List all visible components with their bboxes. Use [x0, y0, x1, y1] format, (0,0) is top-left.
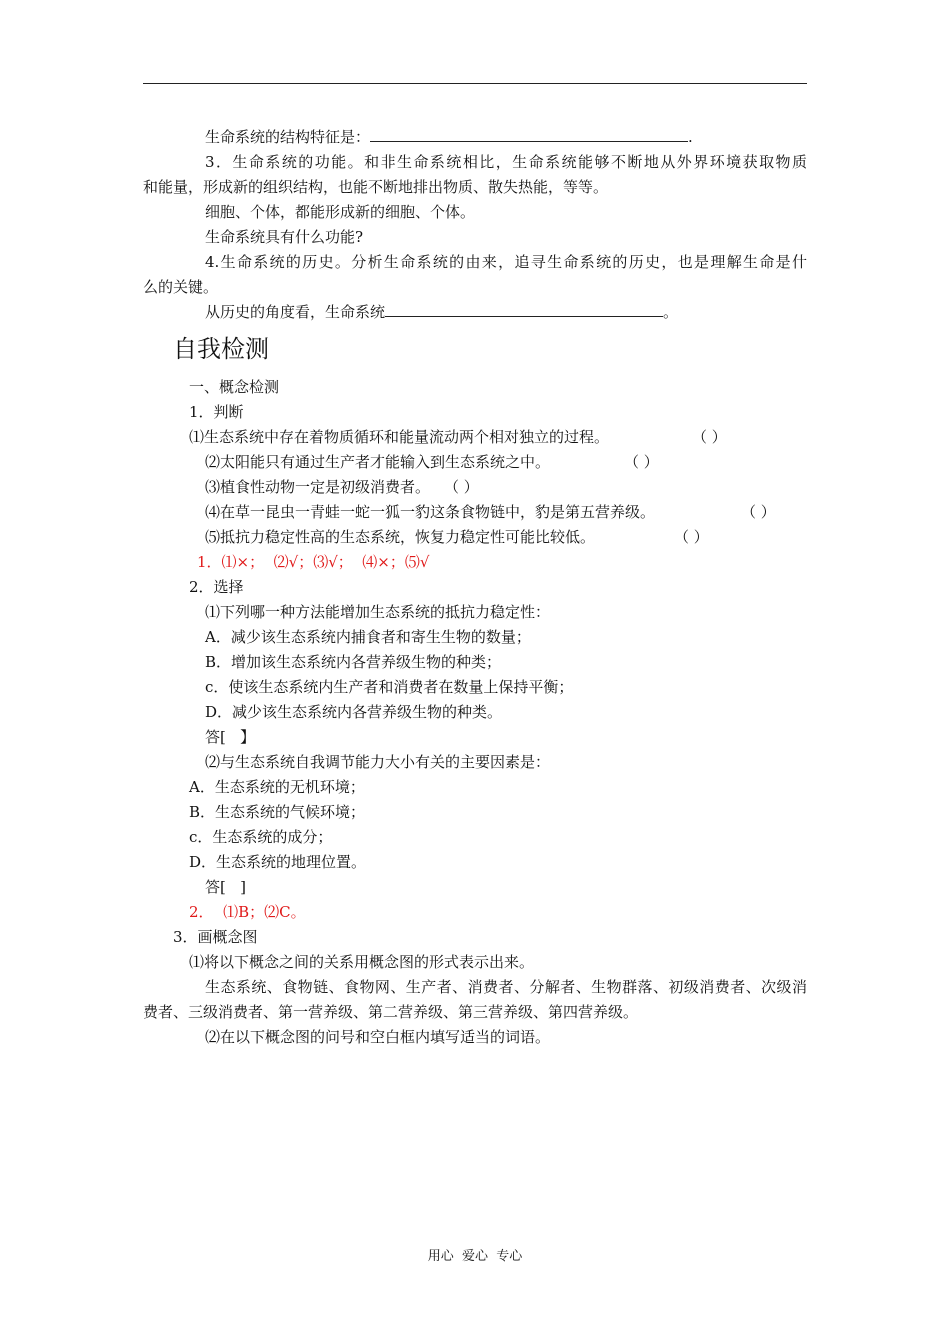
history-paragraph-line2: 么的关键。	[143, 278, 219, 296]
judge-q1-answer-paren[interactable]: （ ）	[692, 428, 727, 446]
concept-map-title: 3．画概念图	[173, 928, 258, 946]
concept-check-section: 一、概念检测	[189, 378, 280, 396]
judge-q1: ⑴生态系统中存在着物质循环和能量流动两个相对独立的过程。	[189, 428, 610, 446]
choice-q2-option-b: B．生态系统的气候环境；	[189, 803, 366, 821]
choice-q1-option-d: D．减少该生态系统内各营养级生物的种类。	[205, 703, 503, 721]
history-question-line	[205, 302, 678, 322]
history-question-label: 从历史的角度看，生命系统	[205, 303, 386, 321]
history-paragraph-line1: 4.生命系统的历史。分析生命系统的由来，追寻生命系统的历史，也是理解生命是什	[205, 253, 807, 271]
choice-answer-key: 2． ⑴B；⑵C。	[189, 903, 306, 921]
choice-q2-option-a: A．生态系统的无机环境；	[189, 778, 365, 796]
self-check-heading: 自我检测	[173, 335, 269, 363]
choice-q1-option-c: c．使该生态系统内生产者和消费者在数量上保持平衡；	[205, 678, 574, 696]
judge-answer-key: 1．⑴×； ⑵√；⑶√； ⑷×；⑸√	[197, 553, 430, 571]
choice-q2: ⑵与生态系统自我调节能力大小有关的主要因素是：	[205, 753, 551, 771]
period: .	[688, 128, 693, 146]
judge-q5-answer-paren[interactable]: （ ）	[674, 528, 709, 546]
function-paragraph-line1: 3．生命系统的功能。和非生命系统相比，生命系统能够不断地从外界环境获取物质	[205, 153, 807, 171]
judge-q4-answer-paren[interactable]: （ ）	[741, 503, 776, 521]
concept-list-line1: 生态系统、食物链、食物网、生产者、消费者、分解者、生物群落、初级消费者、次级消	[205, 978, 807, 996]
judge-q2: ⑵太阳能只有通过生产者才能输入到生态系统之中。	[205, 453, 551, 471]
choice-q1-answer-bracket[interactable]: 答[ 】	[205, 728, 256, 746]
judge-q5: ⑸抵抗力稳定性高的生态系统，恢复力稳定性可能比较低。	[205, 528, 596, 546]
function-paragraph-line2: 和能量，形成新的组织结构，也能不断地排出物质、散失热能，等等。	[143, 178, 609, 196]
footer-text: 用心 爱心 专心	[427, 1249, 523, 1264]
answer-blank[interactable]	[385, 302, 663, 317]
choice-q2-option-d: D．生态系统的地理位置。	[189, 853, 367, 871]
choice-title: 2．选择	[189, 578, 244, 596]
header-rule	[143, 83, 807, 84]
structure-feature-line	[205, 127, 693, 147]
structure-feature-label: 生命系统的结构特征是：	[205, 128, 371, 146]
choice-q1: ⑴下列哪一种方法能增加生态系统的抵抗力稳定性：	[205, 603, 551, 621]
function-question: 生命系统具有什么功能?	[205, 228, 364, 246]
period: 。	[663, 303, 679, 321]
page-footer	[0, 1248, 950, 1266]
choice-q1-option-a: A．减少该生态系统内捕食者和寄生生物的数量；	[205, 628, 531, 646]
judge-title: 1．判断	[189, 403, 244, 421]
judge-q4: ⑷在草一昆虫一青蛙一蛇一狐一豹这条食物链中，豹是第五营养级。	[205, 503, 656, 521]
choice-q2-answer-bracket[interactable]: 答[ ]	[205, 878, 247, 896]
concept-map-q1: ⑴将以下概念之间的关系用概念图的形式表示出来。	[189, 953, 535, 971]
judge-q3-answer-paren[interactable]: （ ）	[444, 478, 479, 496]
concept-list-line2: 费者、三级消费者、第一营养级、第二营养级、第三营养级、第四营养级。	[143, 1003, 639, 1021]
judge-q2-answer-paren[interactable]: （ ）	[624, 453, 659, 471]
answer-blank[interactable]	[370, 127, 688, 142]
cell-individual-line: 细胞、个体，都能形成新的细胞、个体。	[205, 203, 476, 221]
choice-q1-option-b: B．增加该生态系统内各营养级生物的种类；	[205, 653, 502, 671]
choice-q2-option-c: c．生态系统的成分；	[189, 828, 333, 846]
concept-map-q2: ⑵在以下概念图的问号和空白框内填写适当的词语。	[205, 1028, 551, 1046]
judge-q3: ⑶植食性动物一定是初级消费者。	[205, 478, 431, 496]
